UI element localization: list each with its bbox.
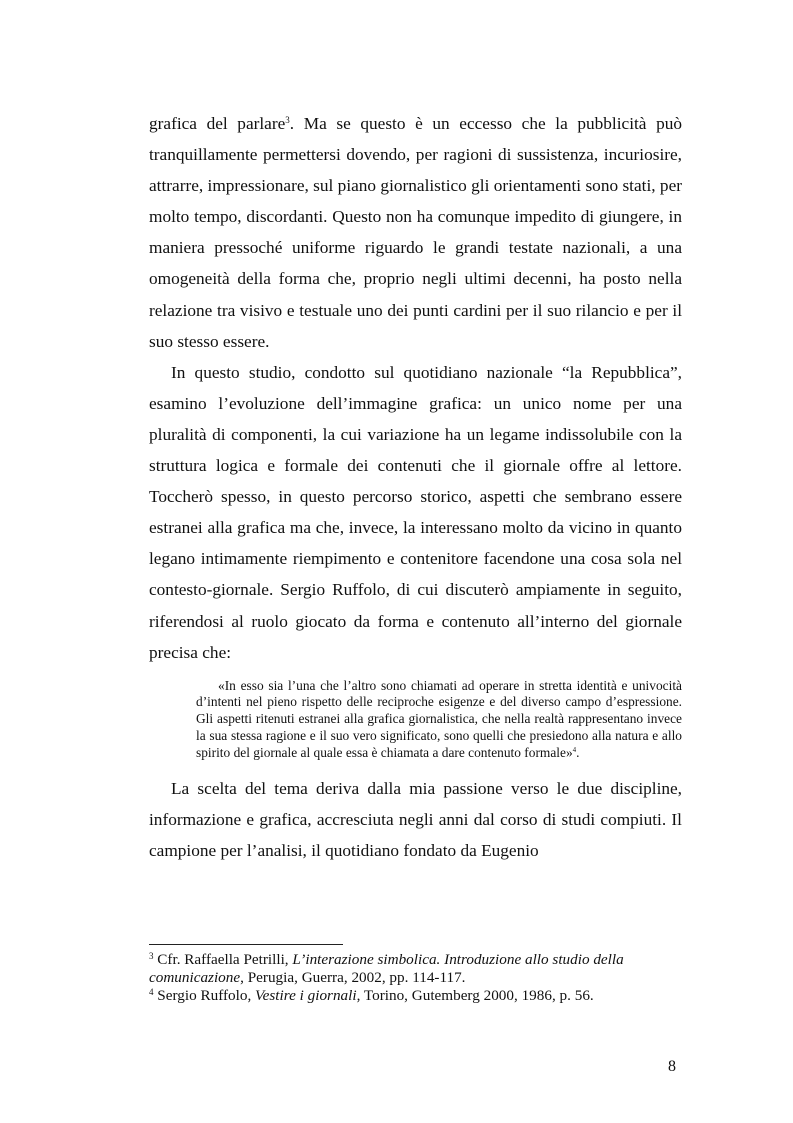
page-number: 8 xyxy=(668,1058,676,1075)
footnote-ref-3[interactable]: 3 xyxy=(285,115,290,125)
paragraph-1-text-a: grafica del parlare xyxy=(149,114,286,133)
footnote-text: , Torino, Gutemberg 2000, 1986, p. 56. xyxy=(356,986,594,1004)
footnote-4 xyxy=(149,987,682,1005)
block-quote-text: «In esso sia l’una che l’altro sono chiamati ad operare in stretta identità e univocità d’intenti nel pieno rispetto delle reciproche esigenze e del diverso campo d’espressione. Gli aspetti ritenuti estranei alla grafica giornalistica, che nella realtà rappresentano invece la sua stessa ragione e il suo vero significato, sono quelli che presiedono alla natura e allo spirito del giornale al quale essa è chiamata a dare contenuto formale» xyxy=(196,677,682,760)
footnote-number: 4 xyxy=(149,986,154,997)
footnote-ref-4[interactable]: 4 xyxy=(572,745,577,754)
footnote-text: , Perugia, Guerra, 2002, pp. 114-117. xyxy=(240,968,466,986)
footnotes xyxy=(149,951,682,1004)
paragraph-3: La scelta del tema deriva dalla mia passione verso le due discipline, informazione e grafica, accresciuta negli anni dal corso di studi compiuti. Il campione per l’analisi, il quotidiano fondato da Eugenio xyxy=(149,779,682,861)
footnote-number: 3 xyxy=(149,951,154,961)
footnote-separator xyxy=(149,944,343,945)
paragraph-2: In questo studio, condotto sul quotidiano nazionale “la Repubblica”, esamino l’evoluzione dell’immagine grafica: un unico nome per una pluralità di componenti, la cui variazione ha un legame indissolubile con la struttura logica e formale dei contenuti che il giornale offre al lettore. Toccherò spesso, in questo percorso storico, aspetti che sembrano essere estranei alla grafica ma che, invece, la interessano molto da vicino in quanto legano intimamente riempimento e contenitore facendone una cosa sola nel contesto-giornale. Sergio Ruffolo, di cui discuterò ampiamente in seguito, riferendosi al ruolo giocato da forma e contenuto all’interno del giornale precisa che: xyxy=(149,362,682,662)
footnote-title: Vestire i giornali xyxy=(255,986,357,1004)
footnote-title: L’interazione simbolica. Introduzione allo studio della comunicazione xyxy=(149,951,624,986)
footnote-text: Cfr. Raffaella Petrilli, xyxy=(153,951,293,968)
body-text xyxy=(149,108,682,866)
paragraph-1-text-b: . Ma se questo è un eccesso che la pubblicità può tranquillamente permettersi dovendo, per ragioni di sussistenza, incuriosire, attrarre, impressionare, sul piano giornalistico gli orientamenti sono stati, per molto tempo, discordanti. Questo non ha comunque impedito di giungere, in maniera pressoché uniforme riguardo le grandi testate nazionali, a una omogeneità della forma che, proprio negli ultimi decenni, ha posto nella relazione tra visivo e testuale uno dei punti cardini per il suo rilancio e per il suo stesso essere. xyxy=(149,114,683,351)
block-quote xyxy=(196,678,682,762)
paragraph-1 xyxy=(149,108,682,357)
footnote-text: Sergio Ruffolo, xyxy=(153,986,256,1004)
footnote-3 xyxy=(149,951,682,987)
block-quote-end: . xyxy=(576,744,580,760)
